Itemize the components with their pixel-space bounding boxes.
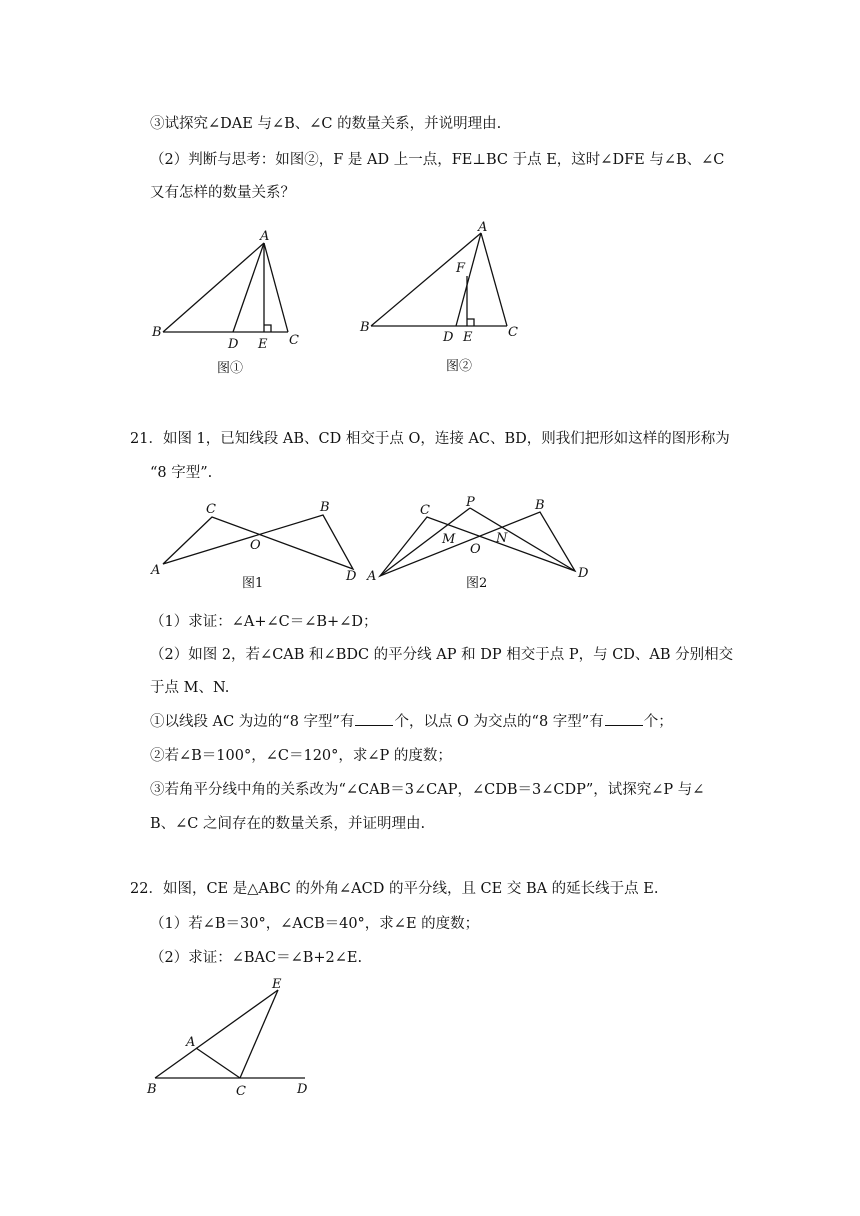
q21-sub3-line1: ③若角平分线中角的关系改为“∠CAB＝3∠CAP，∠CDB＝3∠CDP”，试探究∠P 与∠ — [150, 782, 705, 798]
q21f2-label-C: C — [420, 503, 430, 518]
q21-sub2: ②若∠B＝100°，∠C＝120°，求∠P 的度数； — [150, 748, 452, 764]
q21-sub1-text-b: 个，以点 O 为交点的“8 字型”有 — [394, 714, 604, 730]
q22-label-D: D — [297, 1082, 308, 1097]
q20-part2-line1: （2）判断与思考：如图②，F 是 AD 上一点，FE⊥BC 于点 E，这时∠DFE 与∠B、∠C — [150, 152, 725, 168]
q20-sub3: ③试探究∠DAE 与∠B、∠C 的数量关系，并说明理由. — [150, 116, 502, 132]
q21-line1: 21．如图 1，已知线段 AB、CD 相交于点 O，连接 AC、BD，则我们把形如这样的图形称为 — [130, 431, 730, 447]
q22-label-A: A — [186, 1035, 196, 1050]
q21f1-label-C: C — [206, 502, 216, 517]
fig2-label-D: D — [443, 330, 454, 345]
q21f1-label-D: D — [346, 569, 357, 584]
q21f1-label-B: B — [320, 500, 330, 515]
q22-line1: 22．如图，CE 是△ABC 的外角∠ACD 的平分线，且 CE 交 BA 的延长线于点 E. — [130, 881, 659, 897]
fig1-label-B: B — [152, 325, 162, 340]
fig2-label-E: E — [463, 330, 473, 345]
fig1-label-A: A — [260, 229, 270, 244]
q20-part2-line2: 又有怎样的数量关系？ — [150, 185, 295, 201]
fig2-label-C: C — [508, 325, 518, 340]
q21f2-label-N: N — [496, 531, 508, 546]
q21f2-label-B: B — [535, 498, 545, 513]
q21-sub1-text-c: 个； — [643, 714, 673, 730]
q22-part1: （1）若∠B＝30°，∠ACB＝40°，求∠E 的度数； — [150, 916, 480, 932]
q21-part1: （1）求证：∠A+∠C＝∠B+∠D； — [150, 614, 378, 630]
fig1-label-E: E — [258, 337, 268, 352]
fig1-label-D: D — [228, 337, 239, 352]
q21-sub1-text-a: ①以线段 AC 为边的“8 字型”有 — [150, 714, 355, 730]
fig1-label-C: C — [289, 333, 299, 348]
q21f2-label-O: O — [470, 542, 481, 557]
q21-sub3-line2: B、∠C 之间存在的数量关系，并证明理由. — [150, 816, 426, 832]
q21-part2-line2: 于点 M、N. — [150, 680, 230, 696]
q22-part2: （2）求证：∠BAC＝∠B+2∠E. — [150, 950, 363, 966]
q21f2-label-P: P — [466, 495, 475, 510]
fig2-caption: 图② — [446, 359, 473, 374]
q21f2-label-M: M — [442, 532, 456, 547]
q21f2-label-D: D — [578, 566, 589, 581]
q21f2-caption: 图2 — [466, 576, 488, 591]
q22-label-B: B — [147, 1082, 157, 1097]
q21-line2: “8 字型”. — [150, 465, 213, 481]
q22-segment-AC — [196, 1048, 240, 1078]
q21f1-label-A: A — [151, 563, 161, 578]
q21-part2-line1: （2）如图 2，若∠CAB 和∠BDC 的平分线 AP 和 DP 相交于点 P，与 CD、AB 分别相交 — [150, 647, 734, 663]
q22-label-C: C — [236, 1084, 246, 1099]
fig2-label-B: B — [360, 320, 370, 335]
q21f1-caption: 图1 — [242, 576, 264, 591]
fig1-caption: 图① — [217, 361, 244, 376]
q21f2-label-A: A — [367, 569, 377, 584]
q21f1-label-O: O — [250, 538, 261, 553]
fig2-label-F: F — [456, 261, 466, 276]
fig2-label-A: A — [478, 220, 488, 235]
q22-label-E: E — [272, 977, 282, 992]
